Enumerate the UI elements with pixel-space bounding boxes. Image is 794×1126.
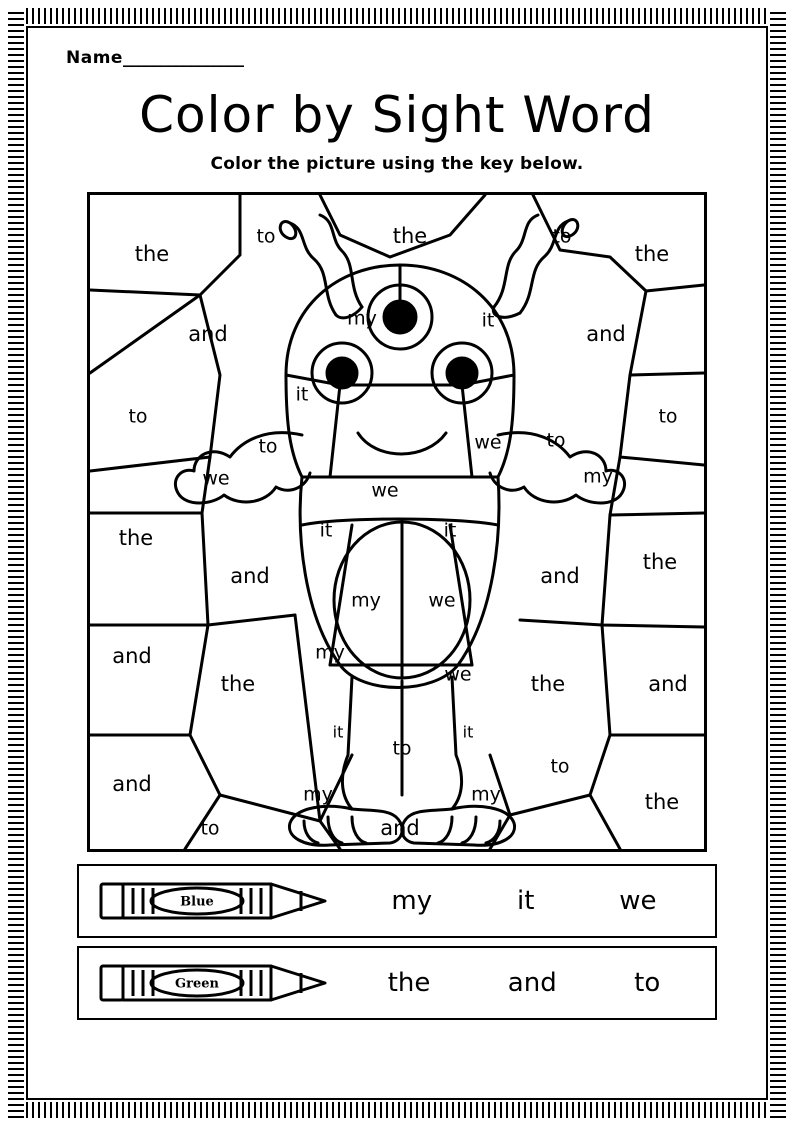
crayon-icon xyxy=(89,874,339,928)
region-word: the xyxy=(392,224,428,248)
region-word: and xyxy=(112,644,152,668)
region-word: and xyxy=(380,816,420,840)
monster-illustration xyxy=(90,195,704,849)
region-word: it xyxy=(295,383,309,406)
key-word: it xyxy=(517,886,535,916)
key-word: to xyxy=(634,968,661,998)
region-word: we xyxy=(444,663,472,686)
region-word: to xyxy=(658,405,678,428)
region-word: my xyxy=(351,589,381,612)
key-row-blue xyxy=(77,864,717,938)
region-word: and xyxy=(230,564,270,588)
key-row-green xyxy=(77,946,717,1020)
name-field xyxy=(66,48,740,68)
name-label: Name xyxy=(66,48,123,68)
region-word: to xyxy=(200,817,220,840)
region-word: the xyxy=(634,242,670,266)
key-word: we xyxy=(619,886,657,916)
region-word: my xyxy=(347,307,377,330)
page-title: Color by Sight Word xyxy=(139,86,655,144)
key-words-blue xyxy=(349,886,715,916)
region-word: the xyxy=(530,672,566,696)
region-word: and xyxy=(188,322,228,346)
region-word: to xyxy=(258,435,278,458)
region-word: the xyxy=(134,242,170,266)
region-word: we xyxy=(474,431,502,454)
region-word: it xyxy=(319,519,333,542)
border-hatch-top xyxy=(8,8,786,24)
region-word: the xyxy=(642,550,678,574)
key-word: the xyxy=(387,968,431,998)
region-word: the xyxy=(220,672,256,696)
color-key xyxy=(77,864,717,1020)
crayon-label: Green xyxy=(175,976,219,992)
region-word: we xyxy=(371,479,399,502)
region-word: and xyxy=(540,564,580,588)
worksheet-content xyxy=(30,30,764,1096)
region-word: and xyxy=(648,672,688,696)
region-word: the xyxy=(118,526,154,550)
region-word: it xyxy=(332,722,344,742)
border-hatch-right xyxy=(770,8,786,1118)
page-subtitle: Color the picture using the key below. xyxy=(210,154,584,174)
region-word: and xyxy=(112,772,152,796)
region-word: to xyxy=(256,225,276,248)
region-word: we xyxy=(202,467,230,490)
region-word: it xyxy=(462,722,474,742)
crayon-blue xyxy=(79,874,349,928)
region-word: to xyxy=(392,737,412,760)
key-word: my xyxy=(391,886,433,916)
crayon-green xyxy=(79,956,349,1010)
region-word: to xyxy=(128,405,148,428)
region-word: to xyxy=(546,429,566,452)
region-word: my xyxy=(303,783,333,806)
region-word: to xyxy=(552,225,572,248)
coloring-picture xyxy=(87,192,707,852)
region-word: and xyxy=(586,322,626,346)
region-word: the xyxy=(644,790,680,814)
border-hatch-bottom xyxy=(8,1102,786,1118)
key-word: and xyxy=(507,968,557,998)
region-word: we xyxy=(428,589,456,612)
region-word: my xyxy=(583,465,613,488)
border-hatch-left xyxy=(8,8,24,1118)
name-blank-line: ________________ xyxy=(122,48,243,68)
region-word: my xyxy=(471,783,501,806)
region-word: it xyxy=(443,519,457,542)
region-word: to xyxy=(550,755,570,778)
region-word: my xyxy=(315,641,345,664)
crayon-label: Blue xyxy=(180,894,214,910)
region-word: it xyxy=(481,309,495,332)
key-words-green xyxy=(349,968,715,998)
crayon-icon xyxy=(89,956,339,1010)
